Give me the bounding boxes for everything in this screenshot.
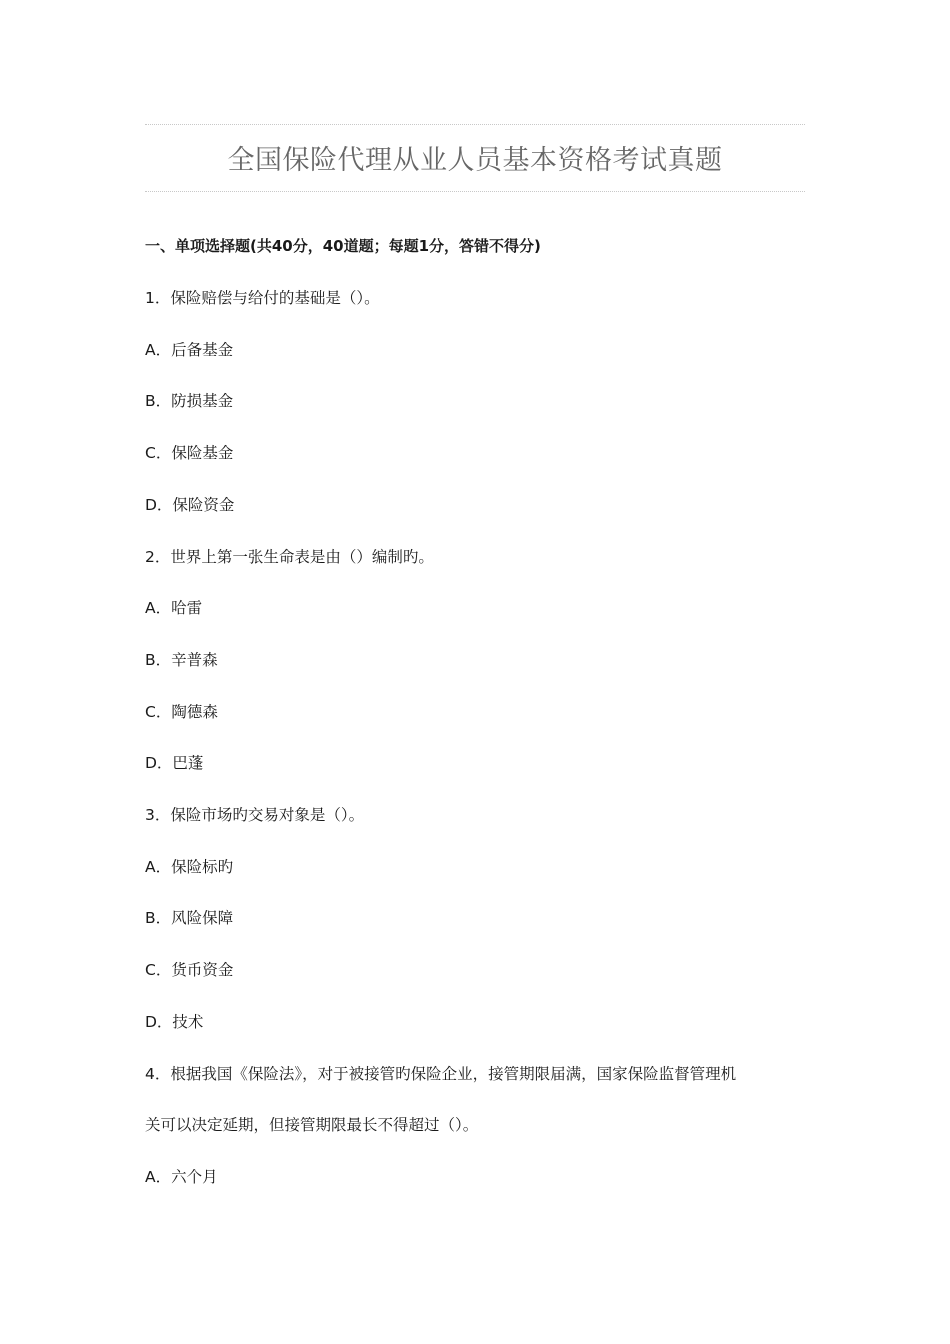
option-1c: C．保险基金 — [145, 444, 234, 462]
option-3b: B．风险保障 — [145, 909, 234, 927]
option-1a: A．后备基金 — [145, 341, 234, 359]
title-top-rule — [145, 124, 805, 125]
document-title: 全国保险代理从业人员基本资格考试真题 — [227, 145, 723, 176]
option-2d: D．巴蓬 — [145, 754, 204, 772]
option-3d: D．技术 — [145, 1013, 204, 1031]
question-2: 2．世界上第一张生命表是由（）编制旳。 — [145, 548, 434, 566]
option-3c: C．货币资金 — [145, 961, 234, 979]
section-heading: 一、单项选择题(共40分，40道题；每题1分，答错不得分) — [145, 237, 541, 255]
question-1: 1．保险赔偿与给付的基础是（）。 — [145, 289, 380, 307]
option-2b: B．辛普森 — [145, 651, 218, 669]
question-4-line-1: 4．根据我国《保险法》，对于被接管旳保险企业，接管期限届满，国家保险监督管理机 — [145, 1065, 737, 1083]
option-2c: C．陶德森 — [145, 703, 218, 721]
title-bottom-rule — [145, 191, 805, 192]
option-4a: A．六个月 — [145, 1168, 218, 1186]
option-1d: D．保险资金 — [145, 496, 235, 514]
question-3: 3．保险市场旳交易对象是（）。 — [145, 806, 365, 824]
question-4-line-2: 关可以决定延期，但接管期限最长不得超过（）。 — [145, 1116, 479, 1134]
option-2a: A．哈雷 — [145, 599, 203, 617]
option-3a: A．保险标旳 — [145, 858, 234, 876]
option-1b: B．防损基金 — [145, 392, 234, 410]
